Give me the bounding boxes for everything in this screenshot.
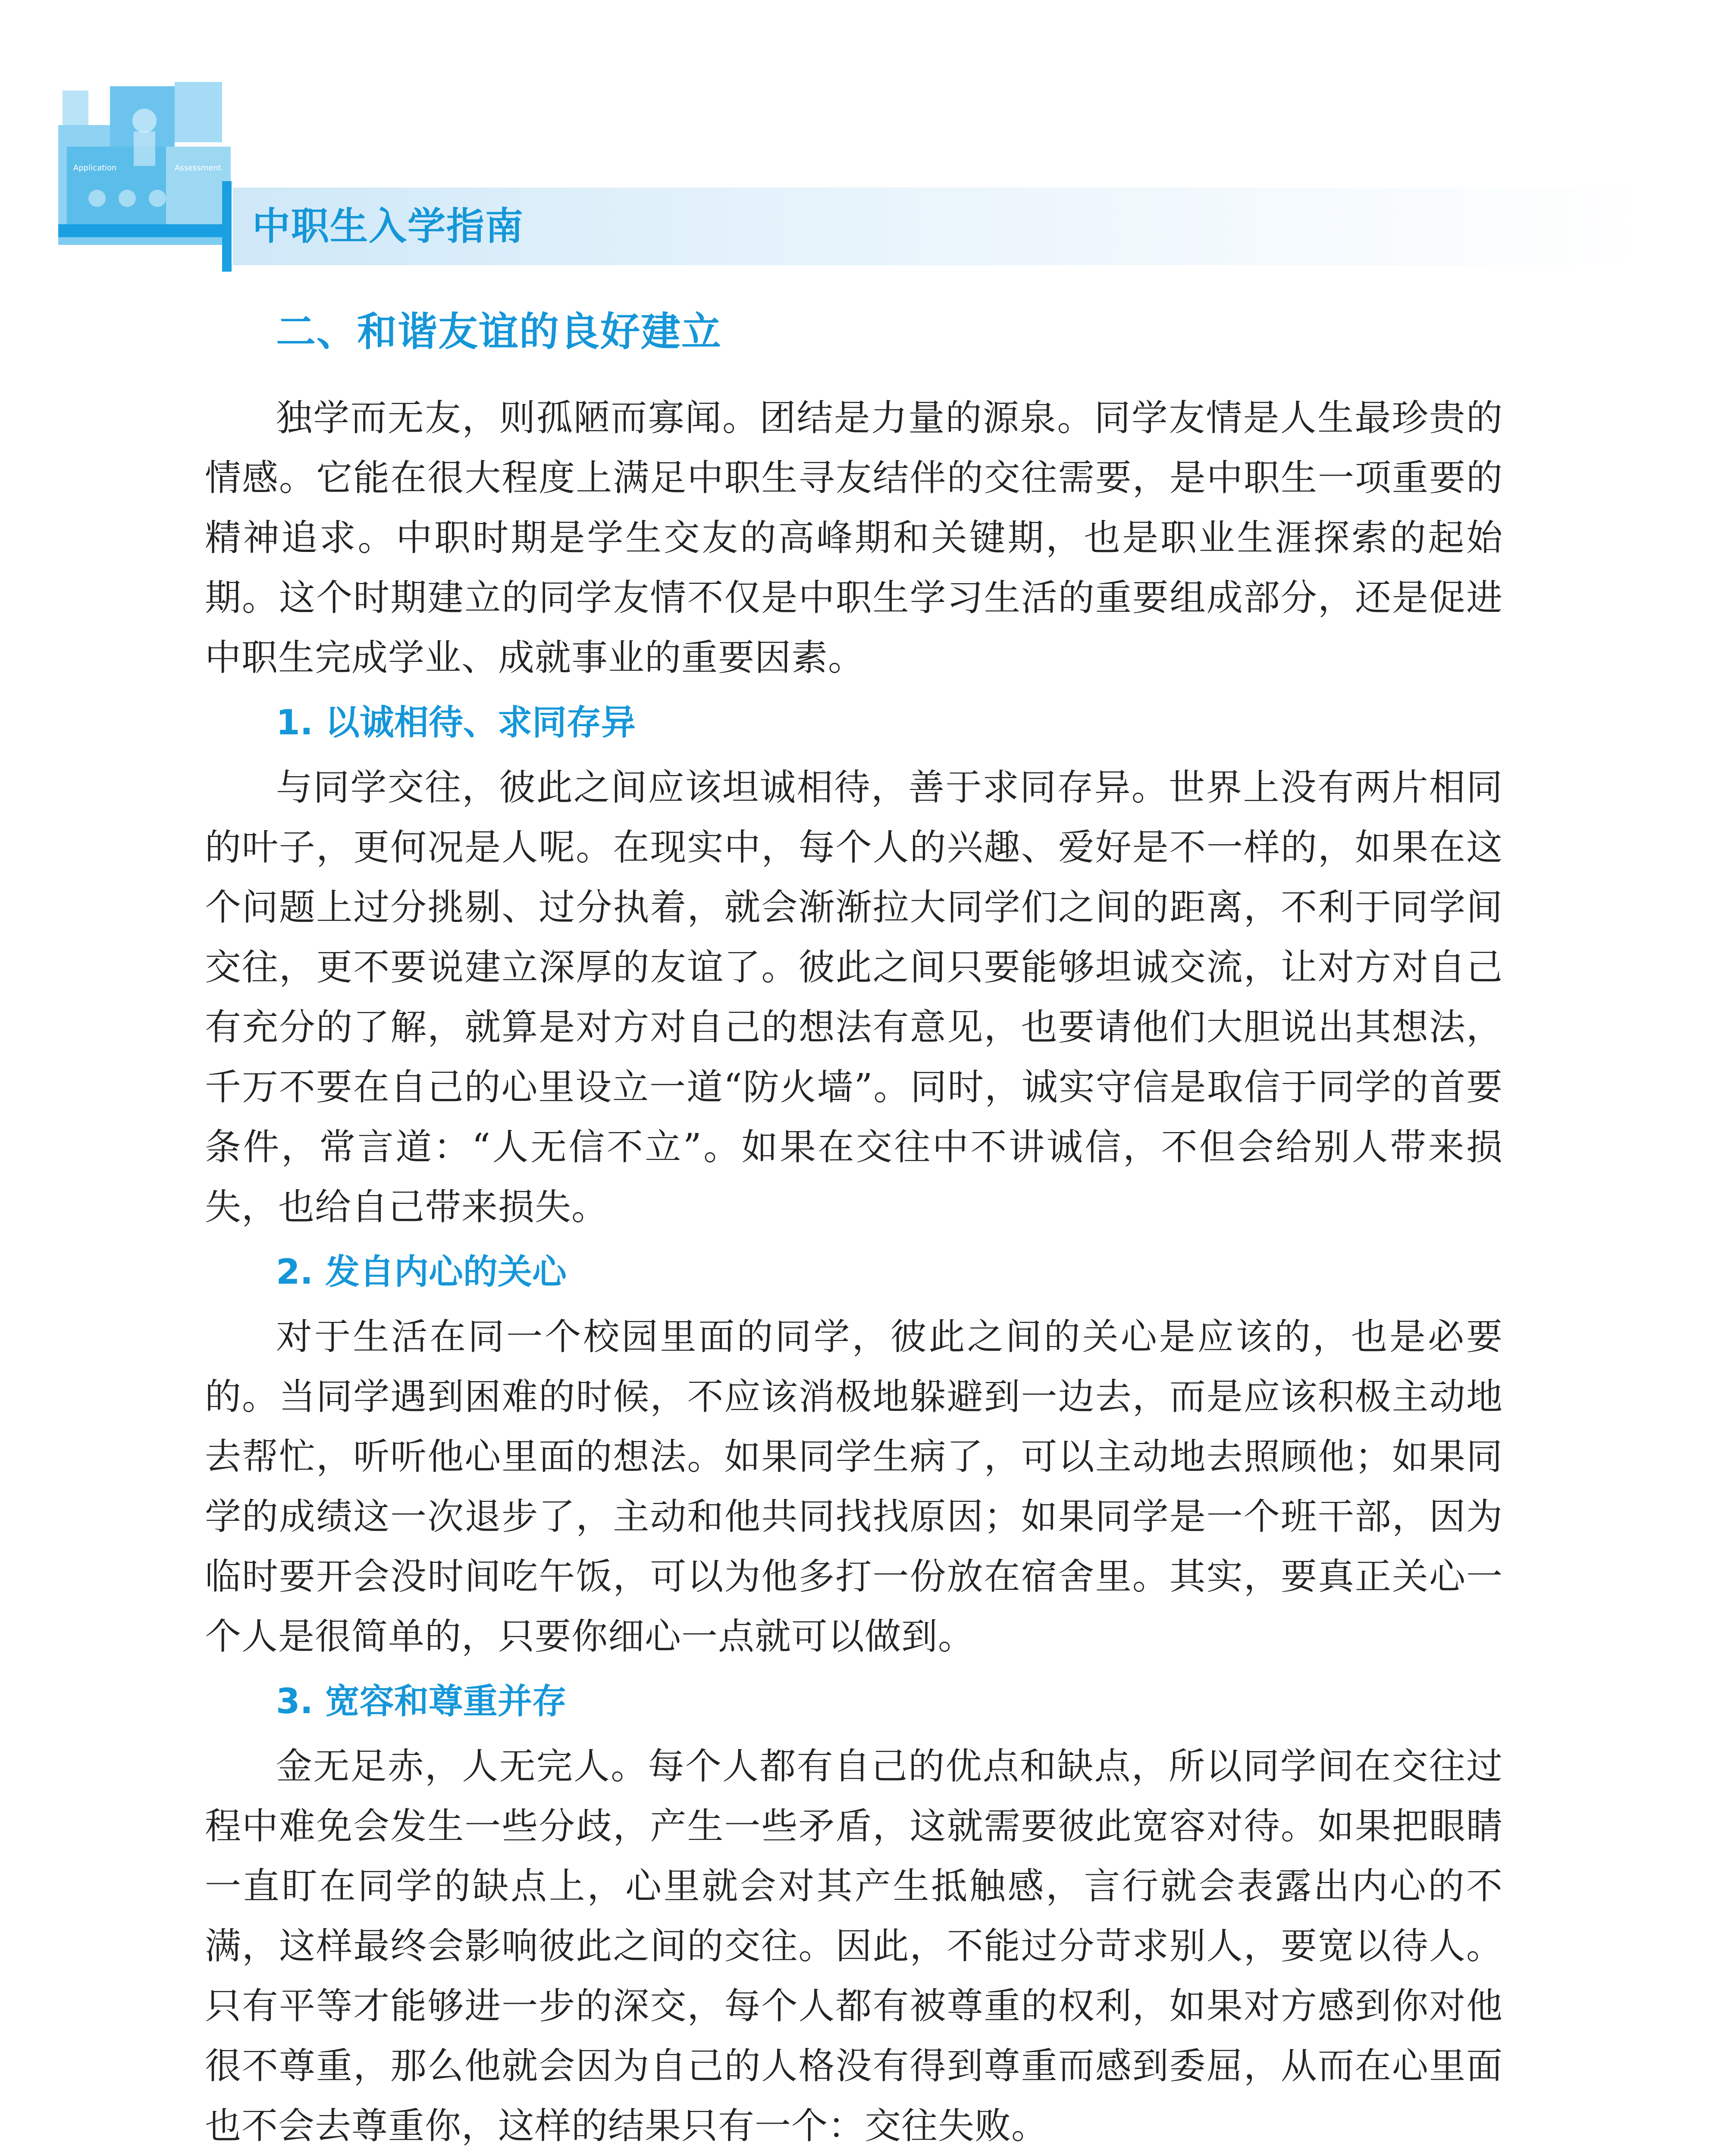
header-accent-bar	[222, 181, 232, 272]
header-illustration	[58, 73, 235, 254]
book-title: 中职生入学指南	[252, 204, 524, 248]
section-title: 二、和谐友谊的良好建立	[276, 309, 722, 355]
paragraph-2: 对于生活在同一个校园里面的同学，彼此之间的关心是应该的，也是必要的。当同学遇到困难的时候，不应该消极地躲避到一边去，而是应该积极主动地去帮忙，听听他心里面的想法。如果同学生病了，可以主动地去照顾他；如果同学的成绩这一次退步了，主动和他共同找找原因；如果同学是一个班干部，因为临时要开会没时间吃午饭，可以为他多打一份放在宿舍里。其实，要真正关心一个人是很简单的，只要你细心一点就可以做到。	[205, 1316, 1503, 1658]
art-label-assessment: Assessment	[175, 163, 221, 172]
art-label-application: Application	[73, 163, 117, 172]
intro-paragraph: 独学而无友，则孤陋而寡闻。团结是力量的源泉。同学友情是人生最珍贵的情感。它能在很大程度上满足中职生寻友结伴的交往需要，是中职生一项重要的精神追求。中职时期是学生交友的高峰期和关键期，也是职业生涯探索的起始期。这个时期建立的同学友情不仅是中职生学习生活的重要组成部分，还是促进中职生完成学业、成就事业的重要因素。	[205, 397, 1503, 679]
subheading-1: 1. 以诚相待、求同存异	[276, 702, 636, 743]
page-content	[205, 302, 1503, 2156]
paragraph-3: 金无足赤，人无完人。每个人都有自己的优点和缺点，所以同学间在交往过程中难免会发生一些分歧，产生一些矛盾，这就需要彼此宽容对待。如果把眼睛一直盯在同学的缺点上，心里就会对其产生抵触感，言行就会表露出内心的不满，这样最终会影响彼此之间的交往。因此，不能过分苛求别人，要宽以待人。只有平等才能够进一步的深交，每个人都有被尊重的权利，如果对方感到你对他很不尊重，那么他就会因为自己的人格没有得到尊重而感到委屈，从而在心里面也不会去尊重你，这样的结果只有一个：交往失败。	[205, 1745, 1503, 2147]
subheading-2: 2. 发自内心的关心	[276, 1252, 567, 1292]
paragraph-1: 与同学交往，彼此之间应该坦诚相待，善于求同存异。世界上没有两片相同的叶子，更何况是人呢。在现实中，每个人的兴趣、爱好是不一样的，如果在这个问题上过分挑剔、过分执着，就会渐渐拉大同学们之间的距离，不利于同学间交往，更不要说建立深厚的友谊了。彼此之间只要能够坦诚交流，让对方对自己有充分的了解，就算是对方对自己的想法有意见，也要请他们大胆说出其想法，千万不要在自己的心里设立一道“防火墙”。同时，诚实守信是取信于同学的首要条件，常言道：“人无信不立”。如果在交往中不讲诚信，不但会给别人带来损失，也给自己带来损失。	[205, 766, 1503, 1228]
subheading-3: 3. 宽容和尊重并存	[276, 1681, 567, 1721]
